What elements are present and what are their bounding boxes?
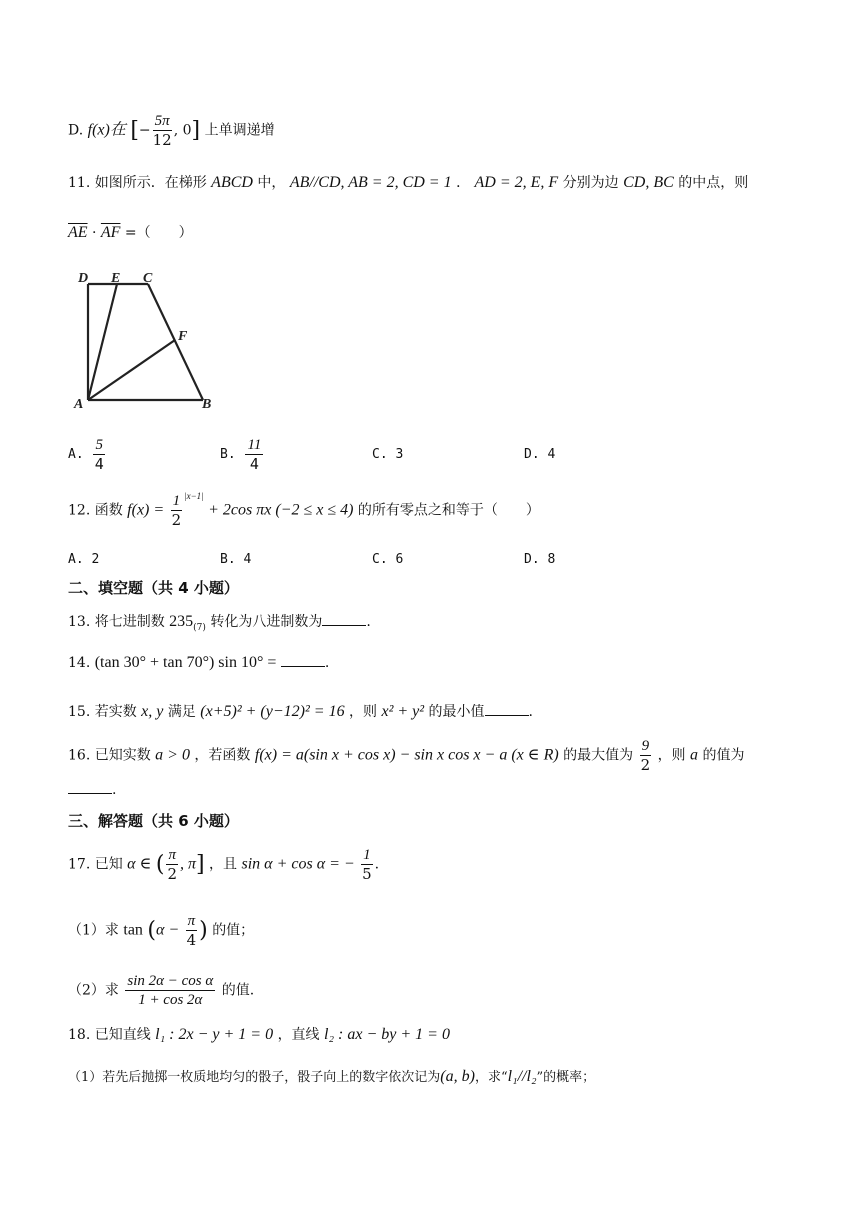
option-label: D. [68,122,84,139]
answer-blank [485,703,529,716]
q16: 16. 已知实数 a > 0 ，若函数 f(x) = a(sin x + cos x) − sin x cos x − a (x ∈ R) 的最大值为 $\frac{9}{2}$ ，则 a 的值为 [68,738,745,774]
q12-option-b: B. 4 [220,552,252,567]
answer-blank [281,654,325,667]
q11-option-b: B. $\frac{11}{4}$ [220,437,262,473]
q16-blank-line: . [68,781,116,798]
section-heading-fill-in: 二、填空题（共 4 小题） [68,579,239,597]
q18: 18. 已知直线 l₁ : 2x − y + 1 = 0 ，直线 l₂ : ax − by + 1 = 0 [68,1026,450,1043]
q14: 14. (tan 30° + tan 70°) sin 10° = . [68,654,330,671]
q11-option-d: D. 4 [524,447,556,462]
q11-stem: 11. 如图所示．在梯形 ABCD 中， AB//CD, AB = 2, CD = 1 ． AD = 2, E, F 分别为边 CD, BC 的中点，则 [68,174,749,191]
q11-vector-expr: $\overline{AE} \cdot \overline{AF}$ =（ ） [68,224,193,241]
q11-option-a: A. $\frac{5}{4}$ [68,437,104,473]
label-d: D [78,271,89,286]
trapezoid-figure [68,262,228,412]
q17: 17. 已知 α ∈ ( $\frac{\pi}{2}$ , π] ，且 sin α + cos α = − $\frac{1}{5}$ . [68,847,380,883]
q10-option-d: D. f(x)在 [− $\frac{5\pi}{12}$ , 0] 上单调递增 [68,113,275,149]
q15: 15. 若实数 x, y 满足 (x+5)² + (y−12)² = 16 ，则 x² + y² 的最小值 . [68,703,533,720]
vector-af: $\overline{AF}$ [100,224,121,241]
answer-blank [322,613,366,626]
q17-part2: （2）求 $\frac{\text{sin 2α − cos α}}{1 + \cos 2\alpha}$ 的值. [68,973,255,1008]
q11-option-c: C. 3 [372,447,404,462]
label-b: B [202,397,212,412]
side-cb [148,284,203,400]
q13: 13. 将七进制数 $235_{(7)}$ 转化为八进制数为 . [68,613,371,633]
option-suffix: 上单调递增 [204,122,275,139]
vector-ae: $\overline{AE}$ [68,224,88,241]
fraction: $\frac{5\pi}{12}$ [152,113,172,149]
q12-option-a: A. 2 [68,552,100,567]
label-e: E [111,271,121,286]
label-c: C [143,271,153,286]
label-a: A [74,397,84,412]
q12-stem: 12. 函数 f(x) = $\frac{1}{2}$ $^{|x-1|}$ + 2cos πx (−2 ≤ x ≤ 4) 的所有零点之和等于（ ） [68,490,540,529]
q12-option-c: C. 6 [372,552,404,567]
bracket: [ [130,118,139,143]
label-f: F [178,329,188,344]
option-text: f(x)在 [87,121,126,139]
q12-option-d: D. 8 [524,552,556,567]
q18-part1: （1）若先后抛掷一枚质地均匀的骰子，骰子向上的数字依次记为(a, b)，求“l₁//l₂”的概率； [68,1068,596,1085]
section-heading-solve: 三、解答题（共 6 小题） [68,812,239,830]
q17-part1: （1）求 tan (α − $\frac{\pi}{4}$ ) 的值； [68,913,255,949]
answer-blank [68,781,112,794]
